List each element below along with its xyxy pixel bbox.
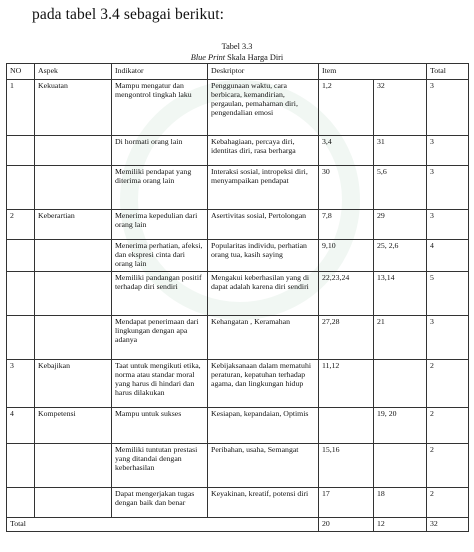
cell-item-favorable: 27,28: [319, 315, 374, 359]
intro-paragraph: pada tabel 3.4 sebagai berikut:: [32, 6, 225, 23]
cell-total: 3: [427, 209, 469, 239]
cell-deskriptor: Asertivitas sosial, Pertolongan: [208, 209, 319, 239]
cell-indikator: Mampu mengatur dan mengontrol tingkah laku: [112, 79, 208, 135]
table-title: [0, 53, 474, 62]
cell-total: 2: [427, 443, 469, 487]
cell-item-favorable: 1,2: [319, 79, 374, 135]
cell-no: [7, 271, 35, 315]
cell-indikator: Dapat mengerjakan tugas dengan baik dan benar: [112, 487, 208, 517]
cell-no: [7, 135, 35, 165]
cell-aspek: [35, 487, 112, 517]
cell-no: [7, 239, 35, 271]
cell-aspek: Kebajikan: [35, 359, 112, 407]
cell-item-favorable: 9,10: [319, 239, 374, 271]
cell-no: [7, 487, 35, 517]
cell-total: 2: [427, 487, 469, 517]
cell-total: 4: [427, 239, 469, 271]
cell-aspek: [35, 135, 112, 165]
cell-item-favorable: [319, 407, 374, 443]
cell-indikator: Memiliki pandangan positif terhadap diri sendiri: [112, 271, 208, 315]
cell-item-unfavorable: 25, 2,6: [374, 239, 427, 271]
table-row: [7, 271, 469, 315]
cell-no: [7, 443, 35, 487]
header-row: [7, 64, 469, 80]
cell-deskriptor: Popularitas individu, perhatian orang tua, kasih saying: [208, 239, 319, 271]
cell-item-favorable: 17: [319, 487, 374, 517]
cell-indikator: Menerima kepedulian dari orang lain: [112, 209, 208, 239]
cell-no: 3: [7, 359, 35, 407]
total-sum: 32: [427, 517, 469, 531]
cell-item-unfavorable: 19, 20: [374, 407, 427, 443]
cell-total: 2: [427, 359, 469, 407]
cell-item-unfavorable: 21: [374, 315, 427, 359]
total-favorable: 20: [319, 517, 374, 531]
cell-item-unfavorable: [374, 443, 427, 487]
cell-no: 4: [7, 407, 35, 443]
table-row: [7, 209, 469, 239]
cell-deskriptor: Kebahagiaan, percaya diri, identitas diri, rasa berharga: [208, 135, 319, 165]
cell-indikator: Mampu untuk sukses: [112, 407, 208, 443]
header-aspek: Aspek: [35, 64, 112, 80]
cell-no: [7, 165, 35, 209]
table-row: [7, 407, 469, 443]
cell-item-favorable: 3,4: [319, 135, 374, 165]
table-number: Tabel 3.3: [221, 42, 253, 51]
cell-aspek: Kompetensi: [35, 407, 112, 443]
cell-item-favorable: 11,12: [319, 359, 374, 407]
cell-item-unfavorable: 29: [374, 209, 427, 239]
table-row: [7, 443, 469, 487]
cell-item-unfavorable: 31: [374, 135, 427, 165]
cell-indikator: Memiliki tuntutan prestasi yang ditandai dengan keberhasilan: [112, 443, 208, 487]
table-row: [7, 239, 469, 271]
header-deskriptor: Deskriptor: [208, 64, 319, 80]
cell-item-unfavorable: 32: [374, 79, 427, 135]
header-total: Total: [427, 64, 469, 80]
blueprint-table: [6, 63, 469, 532]
cell-deskriptor: Kebijaksanaan dalam mematuhi peraturan, kepatuhan terhadap agama, dan lingkungan hidup: [208, 359, 319, 407]
table-row: [7, 165, 469, 209]
cell-indikator: Mendapat penerimaan dari lingkungan dengan apa adanya: [112, 315, 208, 359]
table-title-rest: Skala Harga Diri: [225, 53, 284, 62]
cell-deskriptor: Peribahan, usaha, Semangat: [208, 443, 319, 487]
cell-aspek: [35, 239, 112, 271]
cell-aspek: [35, 315, 112, 359]
cell-total: 3: [427, 315, 469, 359]
header-no: NO: [7, 64, 35, 80]
cell-no: 1: [7, 79, 35, 135]
cell-total: 3: [427, 165, 469, 209]
header-item: Item: [319, 64, 427, 80]
cell-deskriptor: Interaksi sosial, intropeksi diri, menyampaikan pendapat: [208, 165, 319, 209]
cell-aspek: [35, 271, 112, 315]
table-row: [7, 487, 469, 517]
cell-aspek: [35, 443, 112, 487]
cell-deskriptor: Penggunaan waktu, cara berbicara, kemandirian, pergaulan, pemahaman diri, pengendalian emosi: [208, 79, 319, 135]
cell-deskriptor: Kesiapan, kepandaian, Optimis: [208, 407, 319, 443]
table-row: [7, 135, 469, 165]
total-unfavorable: 12: [374, 517, 427, 531]
cell-indikator: Menerima perhatian, afeksi, dan ekspresi cinta dari orang lain: [112, 239, 208, 271]
table-title-italic: Blue Print: [190, 53, 226, 62]
table-row: [7, 79, 469, 135]
cell-item-unfavorable: 5,6: [374, 165, 427, 209]
cell-total: 5: [427, 271, 469, 315]
cell-deskriptor: Kehangatan , Keramahan: [208, 315, 319, 359]
cell-total: 3: [427, 135, 469, 165]
table-row: [7, 315, 469, 359]
total-row: [7, 517, 469, 531]
cell-item-favorable: 22,23,24: [319, 271, 374, 315]
cell-indikator: Di hormati orang lain: [112, 135, 208, 165]
total-label: Total: [7, 517, 319, 531]
cell-indikator: Taat untuk mengikuti etika, norma atau standar moral yang harus di hindari dan harus dilakukan: [112, 359, 208, 407]
cell-total: 2: [427, 407, 469, 443]
cell-aspek: [35, 165, 112, 209]
cell-deskriptor: Keyakinan, kreatif, potensi diri: [208, 487, 319, 517]
cell-aspek: Keberartian: [35, 209, 112, 239]
cell-deskriptor: Mengakui keberhasilan yang di dapat adalah karena diri sendiri: [208, 271, 319, 315]
cell-item-favorable: 7,8: [319, 209, 374, 239]
cell-item-unfavorable: 13,14: [374, 271, 427, 315]
cell-aspek: Kekuatan: [35, 79, 112, 135]
cell-no: [7, 315, 35, 359]
cell-total: 3: [427, 79, 469, 135]
header-indikator: Indikator: [112, 64, 208, 80]
cell-item-unfavorable: 18: [374, 487, 427, 517]
cell-item-favorable: 30: [319, 165, 374, 209]
cell-item-favorable: 15,16: [319, 443, 374, 487]
table-row: [7, 359, 469, 407]
cell-item-unfavorable: [374, 359, 427, 407]
cell-indikator: Memiliki pendapat yang diterima orang lain: [112, 165, 208, 209]
cell-no: 2: [7, 209, 35, 239]
